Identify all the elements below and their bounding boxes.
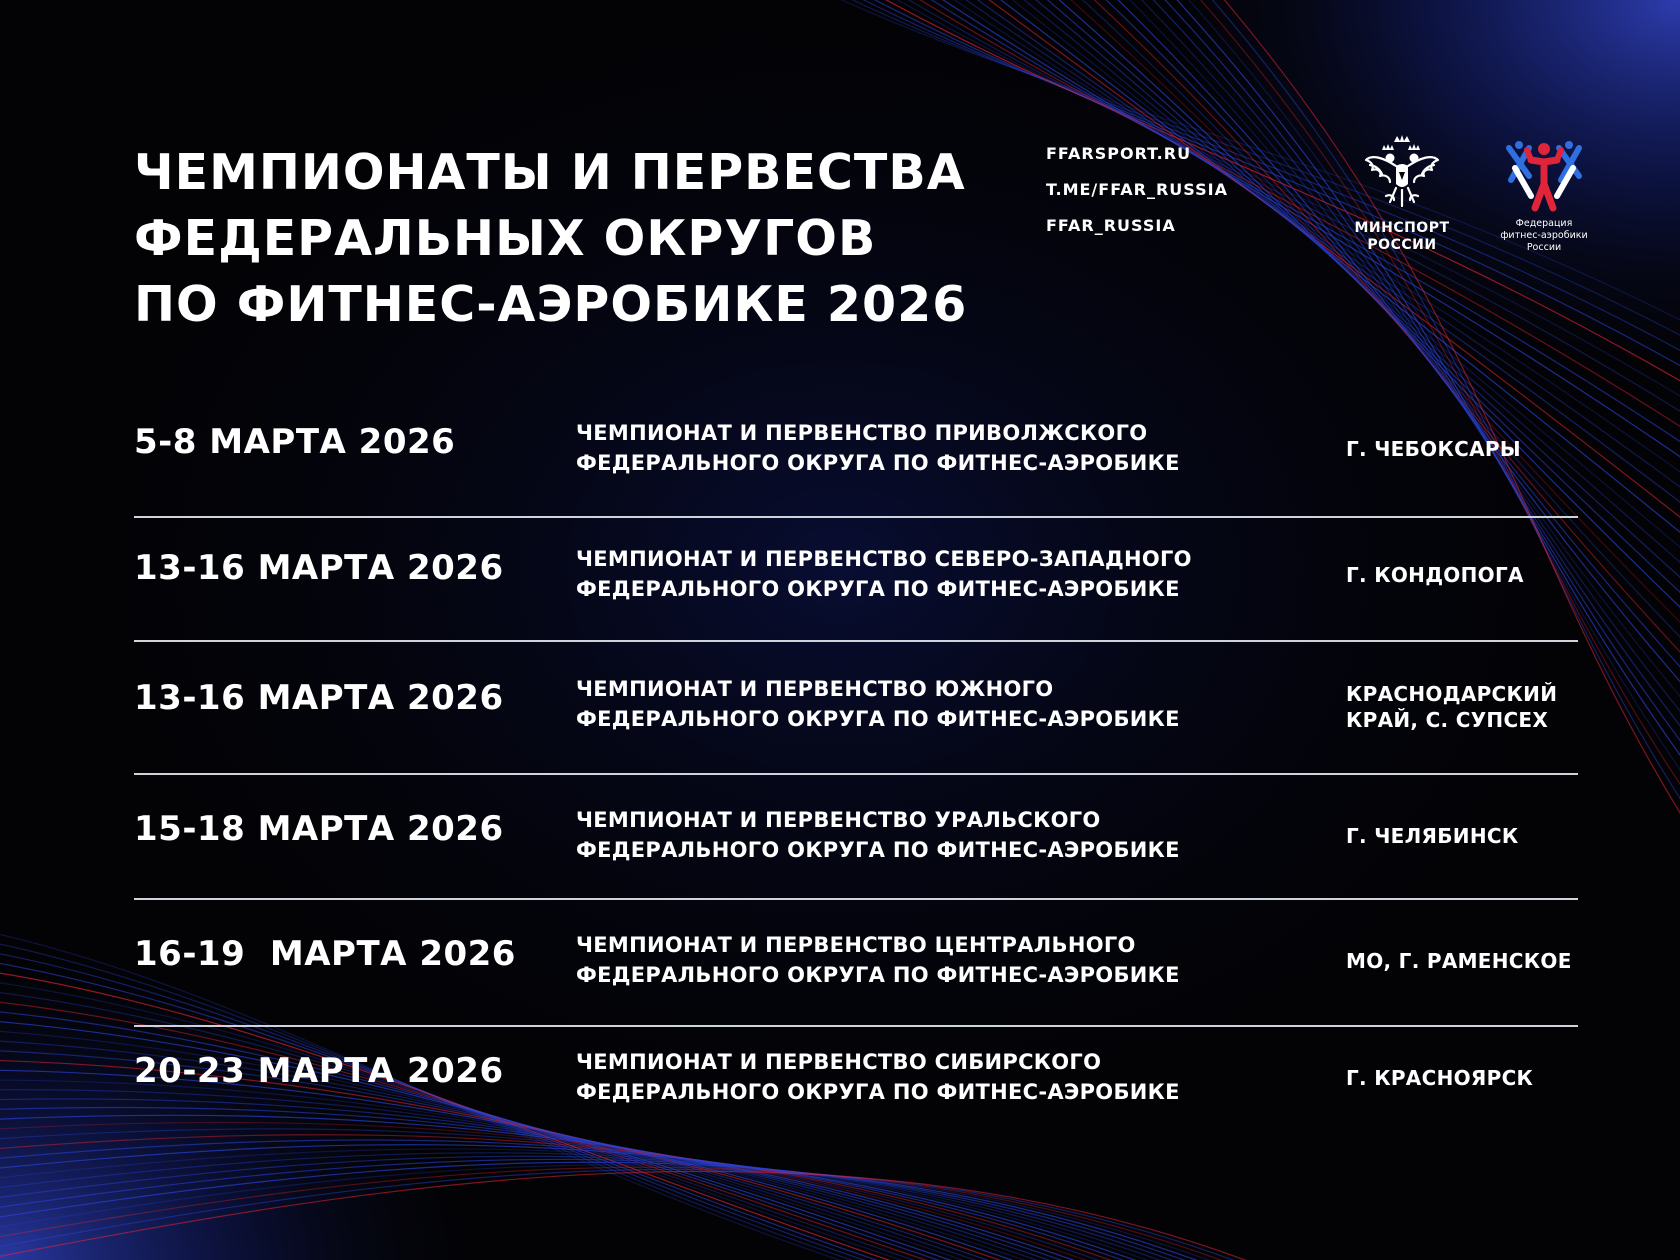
event-title: ЧЕМПИОНАТ И ПЕРВЕНСТВО ЮЖНОГО ФЕДЕРАЛЬНОГО ОКРУГА ПО ФИТНЕС-АЭРОБИКЕ	[576, 677, 1180, 731]
title-line: ПО ФИТНЕС-АЭРОБИКЕ 2026	[134, 276, 968, 333]
website-link[interactable]: FFARSPORT.RU	[1046, 144, 1192, 163]
minsport-logo	[1346, 132, 1458, 254]
event-date: 13-16 МАРТА 2026	[134, 678, 504, 718]
page-title	[134, 140, 967, 338]
minsport-logo-text: МИНСПОРТ РОССИИ	[1354, 220, 1450, 253]
event-date: 16-19 МАРТА 2026	[134, 934, 516, 974]
telegram-link[interactable]: T.ME/FFAR_RUSSIA	[1046, 180, 1228, 199]
event-title: ЧЕМПИОНАТ И ПЕРВЕНСТВО ЦЕНТРАЛЬНОГО ФЕДЕРАЛЬНОГО ОКРУГА ПО ФИТНЕС-АЭРОБИКЕ	[576, 933, 1180, 987]
event-date: 20-23 МАРТА 2026	[134, 1051, 504, 1091]
event-title: ЧЕМПИОНАТ И ПЕРВЕНСТВО СЕВЕРО-ЗАПАДНОГО ФЕДЕРАЛЬНОГО ОКРУГА ПО ФИТНЕС-АЭРОБИКЕ	[576, 547, 1192, 601]
event-row	[134, 1027, 1578, 1145]
ffar-logo-text: Федерация фитнес-аэробики России	[1500, 218, 1588, 253]
event-row	[134, 518, 1578, 642]
event-location: МО, Г. РАМЕНСКОЕ	[1346, 949, 1572, 973]
title-line: ФЕДЕРАЛЬНЫХ ОКРУГОВ	[134, 210, 877, 267]
event-row	[134, 400, 1578, 518]
event-location: Г. ЧЕЛЯБИНСК	[1346, 824, 1519, 848]
event-location: Г. ЧЕБОКСАРЫ	[1346, 437, 1521, 461]
eagle-emblem-icon	[1360, 132, 1444, 216]
event-row	[134, 900, 1578, 1027]
event-row	[134, 642, 1578, 775]
contact-links	[1046, 144, 1228, 252]
aerobics-federation-emblem-icon	[1501, 140, 1587, 214]
event-title: ЧЕМПИОНАТ И ПЕРВЕНСТВО ПРИВОЛЖСКОГО ФЕДЕРАЛЬНОГО ОКРУГА ПО ФИТНЕС-АЭРОБИКЕ	[576, 421, 1180, 475]
event-date: 15-18 МАРТА 2026	[134, 809, 504, 849]
social-handle-link[interactable]: FFAR_RUSSIA	[1046, 216, 1176, 235]
event-date: 13-16 МАРТА 2026	[134, 548, 504, 588]
event-location: Г. КРАСНОЯРСК	[1346, 1066, 1534, 1090]
title-line: ЧЕМПИОНАТЫ И ПЕРВЕСТВА	[134, 144, 966, 201]
event-title: ЧЕМПИОНАТ И ПЕРВЕНСТВО СИБИРСКОГО ФЕДЕРАЛЬНОГО ОКРУГА ПО ФИТНЕС-АЭРОБИКЕ	[576, 1050, 1180, 1104]
event-date: 5-8 МАРТА 2026	[134, 422, 456, 462]
event-row	[134, 775, 1578, 900]
event-location: КРАСНОДАРСКИЙ КРАЙ, С. СУПСЕХ	[1346, 682, 1558, 732]
ffar-logo	[1494, 140, 1594, 254]
event-title: ЧЕМПИОНАТ И ПЕРВЕНСТВО УРАЛЬСКОГО ФЕДЕРАЛЬНОГО ОКРУГА ПО ФИТНЕС-АЭРОБИКЕ	[576, 808, 1180, 862]
event-location: Г. КОНДОПОГА	[1346, 563, 1524, 587]
